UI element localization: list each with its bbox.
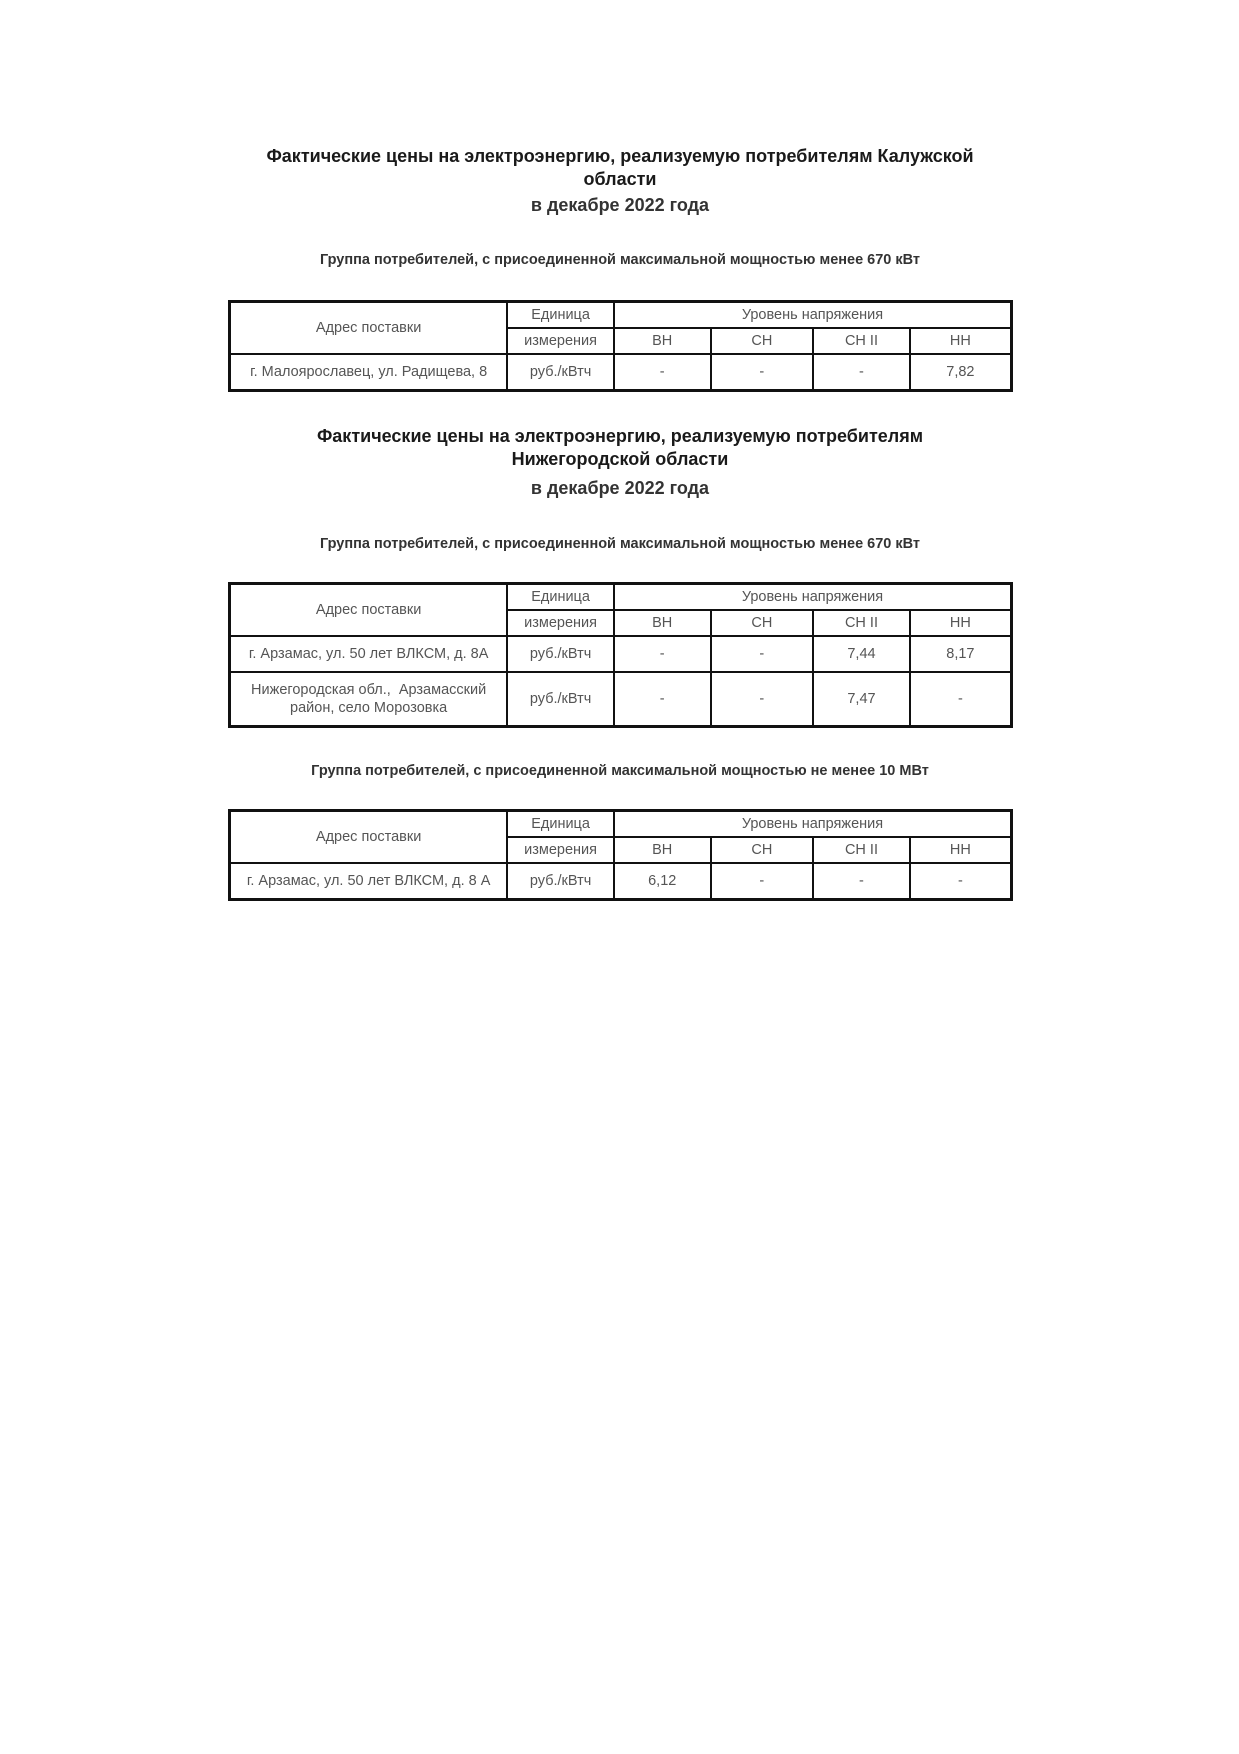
section-nizhny-header	[227, 425, 1013, 500]
cell-sn2: 7,47	[813, 672, 910, 727]
table-row	[230, 354, 1012, 391]
doc-title-line1: Фактические цены на электроэнергию, реализуемую потребителям	[316, 426, 924, 446]
cell-sn2: -	[813, 863, 910, 900]
table-row	[230, 863, 1012, 900]
header-voltage-level: Уровень напряжения	[614, 811, 1012, 838]
group-title: Группа потребителей, с присоединенной максимальной мощностью менее 670 кВт	[319, 536, 921, 552]
cell-sn: -	[711, 672, 814, 727]
price-table-nizhny-10mw	[228, 809, 1013, 901]
header-level-nn: НН	[910, 610, 1012, 636]
cell-sn: -	[711, 863, 814, 900]
cell-address-line2: район, село Морозовка	[290, 700, 448, 716]
cell-address: г. Арзамас, ул. 50 лет ВЛКСМ, д. 8А	[230, 636, 508, 672]
doc-title	[227, 425, 1013, 471]
cell-nn: -	[910, 863, 1012, 900]
group-title: Группа потребителей, с присоединенной максимальной мощностью менее 670 кВт	[319, 252, 921, 268]
header-unit-line2: измерения	[507, 837, 614, 863]
doc-title-line2: Нижегородской области	[511, 449, 729, 469]
header-address: Адрес поставки	[230, 811, 508, 864]
cell-sn2: 7,44	[813, 636, 910, 672]
header-voltage-level: Уровень напряжения	[614, 302, 1012, 329]
cell-vn: -	[614, 672, 711, 727]
cell-unit: руб./кВтч	[507, 636, 614, 672]
header-level-sn2: СН II	[813, 610, 910, 636]
cell-address: г. Малоярославец, ул. Радищева, 8	[230, 354, 508, 391]
doc-title-line1: Фактические цены на электроэнергию, реализуемую потребителям Калужской	[266, 146, 974, 166]
doc-subtitle: в декабре 2022 года	[530, 478, 710, 498]
table-row	[230, 672, 1012, 727]
header-address: Адрес поставки	[230, 302, 508, 355]
cell-unit: руб./кВтч	[507, 672, 614, 727]
header-address: Адрес поставки	[230, 584, 508, 637]
doc-subtitle: в декабре 2022 года	[530, 195, 710, 215]
header-level-vn: ВН	[614, 610, 711, 636]
cell-address	[230, 672, 508, 727]
cell-vn: -	[614, 636, 711, 672]
cell-sn2: -	[813, 354, 910, 391]
header-unit-line2: измерения	[507, 328, 614, 354]
cell-vn: 6,12	[614, 863, 711, 900]
header-level-vn: ВН	[614, 328, 711, 354]
header-unit-line1: Единица	[507, 302, 614, 329]
price-table-nizhny-670	[228, 582, 1013, 728]
header-level-sn: СН	[711, 837, 814, 863]
header-level-sn2: СН II	[813, 328, 910, 354]
price-table-kaluga	[228, 300, 1013, 392]
table-row	[230, 636, 1012, 672]
cell-unit: руб./кВтч	[507, 354, 614, 391]
header-unit-line1: Единица	[507, 584, 614, 611]
section-kaluga-header	[227, 145, 1013, 217]
header-level-sn2: СН II	[813, 837, 910, 863]
cell-address: г. Арзамас, ул. 50 лет ВЛКСМ, д. 8 А	[230, 863, 508, 900]
cell-nn: -	[910, 672, 1012, 727]
cell-sn: -	[711, 636, 814, 672]
header-unit-line2: измерения	[507, 610, 614, 636]
cell-sn: -	[711, 354, 814, 391]
header-voltage-level: Уровень напряжения	[614, 584, 1012, 611]
header-level-vn: ВН	[614, 837, 711, 863]
cell-unit: руб./кВтч	[507, 863, 614, 900]
group-title: Группа потребителей, с присоединенной максимальной мощностью не менее 10 МВт	[311, 763, 929, 779]
cell-address-line1: Нижегородская обл., Арзамасский	[251, 682, 487, 698]
header-level-sn: СН	[711, 610, 814, 636]
header-level-nn: НН	[910, 328, 1012, 354]
header-level-sn: СН	[711, 328, 814, 354]
cell-nn: 7,82	[910, 354, 1012, 391]
doc-title	[227, 145, 1013, 191]
doc-title-line2: области	[583, 169, 657, 189]
header-level-nn: НН	[910, 837, 1012, 863]
header-unit-line1: Единица	[507, 811, 614, 838]
cell-nn: 8,17	[910, 636, 1012, 672]
cell-vn: -	[614, 354, 711, 391]
